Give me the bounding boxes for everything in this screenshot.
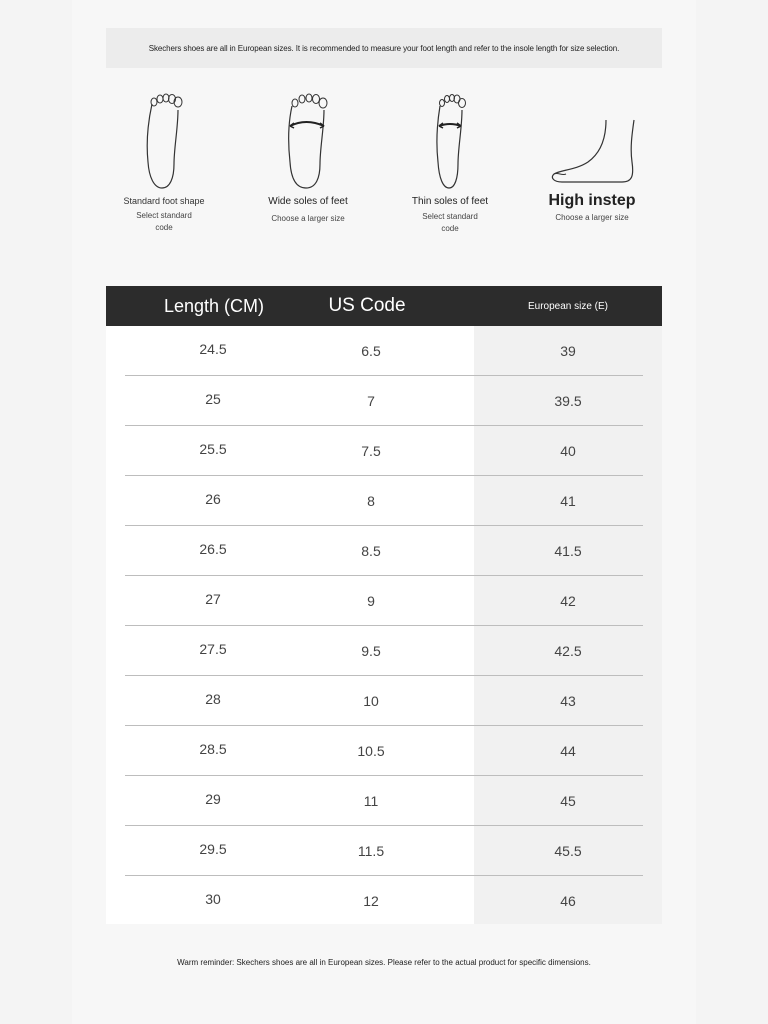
table-row: [125, 726, 643, 776]
cell-length: 29: [205, 791, 221, 807]
foot-type-standard: [94, 92, 234, 234]
cell-length: 30: [205, 891, 221, 907]
size-guide-page: [72, 0, 696, 1024]
standard-foot-icon: [134, 92, 194, 192]
cell-european-size: 42.5: [554, 643, 582, 659]
table-row: [125, 776, 643, 826]
cell-us-code: 10.5: [357, 743, 385, 759]
cell-european-size: 42: [560, 593, 576, 609]
foot-type-wide: [238, 92, 378, 225]
cell-length: 28.5: [199, 741, 227, 757]
cell-us-code: 11.5: [357, 843, 385, 859]
cell-us-code: 11: [363, 793, 379, 809]
table-row: [125, 826, 643, 876]
cell-european-size: 41: [560, 493, 576, 509]
cell-us-code: 8.5: [361, 543, 381, 559]
cell-european-size: 44: [560, 743, 576, 759]
warm-reminder: Warm reminder: Skechers shoes are all in European sizes. Please refer to the actual product for specific dimensions.: [177, 958, 591, 967]
high-instep-foot-icon: [542, 92, 642, 192]
foot-type-sub1: Select standard: [136, 211, 192, 220]
cell-european-size: 40: [560, 443, 576, 459]
cell-length: 25: [205, 391, 221, 407]
table-row: [125, 876, 643, 926]
cell-length: 29.5: [199, 841, 227, 857]
foot-type-high-instep: [522, 92, 662, 224]
cell-european-size: 45: [560, 793, 576, 809]
table-header: [106, 286, 662, 326]
cell-european-size: 46: [560, 893, 576, 909]
cell-us-code: 7.5: [361, 443, 381, 459]
cell-european-size: 39.5: [554, 393, 582, 409]
table-row: [125, 526, 643, 576]
cell-us-code: 7: [367, 393, 375, 409]
foot-type-sub1: Choose a larger size: [555, 213, 629, 222]
cell-european-size: 41.5: [554, 543, 582, 559]
cell-us-code: 9: [367, 593, 375, 609]
table-body: [106, 326, 662, 924]
foot-type-title: Thin soles of feet: [411, 196, 489, 207]
cell-european-size: 43: [560, 693, 576, 709]
table-row: [125, 376, 643, 426]
foot-type-title: Wide soles of feet: [268, 196, 348, 207]
table-row: [125, 626, 643, 676]
foot-type-sub2: code: [441, 224, 459, 233]
foot-type-sub1: Select standard: [422, 212, 478, 221]
foot-type-title: High instep: [548, 192, 636, 209]
cell-european-size: 39: [560, 343, 576, 359]
cell-length: 27: [205, 591, 221, 607]
foot-types: [72, 80, 696, 260]
cell-length: 28: [205, 691, 221, 707]
size-notice: Skechers shoes are all in European sizes. It is recommended to measure your foot length and refer to the insole length for size selection.: [106, 28, 662, 68]
header-us-code: US Code: [328, 295, 406, 316]
thin-foot-icon: [420, 92, 480, 192]
cell-us-code: 6.5: [361, 343, 381, 359]
header-length: Length (CM): [163, 295, 265, 316]
cell-length: 26: [205, 491, 221, 507]
foot-type-sub2: code: [155, 223, 173, 232]
foot-type-title: Standard foot shape: [123, 196, 205, 206]
cell-length: 27.5: [199, 641, 227, 657]
cell-length: 24.5: [199, 341, 227, 357]
cell-us-code: 10: [363, 693, 379, 709]
table-row: [125, 576, 643, 626]
foot-type-thin: [380, 92, 520, 235]
table-row: [125, 476, 643, 526]
cell-us-code: 8: [367, 493, 375, 509]
wide-foot-icon: [278, 92, 338, 192]
cell-length: 26.5: [199, 541, 227, 557]
cell-us-code: 12: [363, 893, 379, 909]
cell-length: 25.5: [199, 441, 227, 457]
table-row: [125, 426, 643, 476]
foot-type-sub1: Choose a larger size: [271, 214, 345, 223]
cell-us-code: 9.5: [361, 643, 381, 659]
table-row: [125, 326, 643, 376]
cell-european-size: 45.5: [554, 843, 582, 859]
table-row: [125, 676, 643, 726]
header-european-size: European size (E): [527, 300, 609, 312]
size-table: [106, 286, 662, 924]
